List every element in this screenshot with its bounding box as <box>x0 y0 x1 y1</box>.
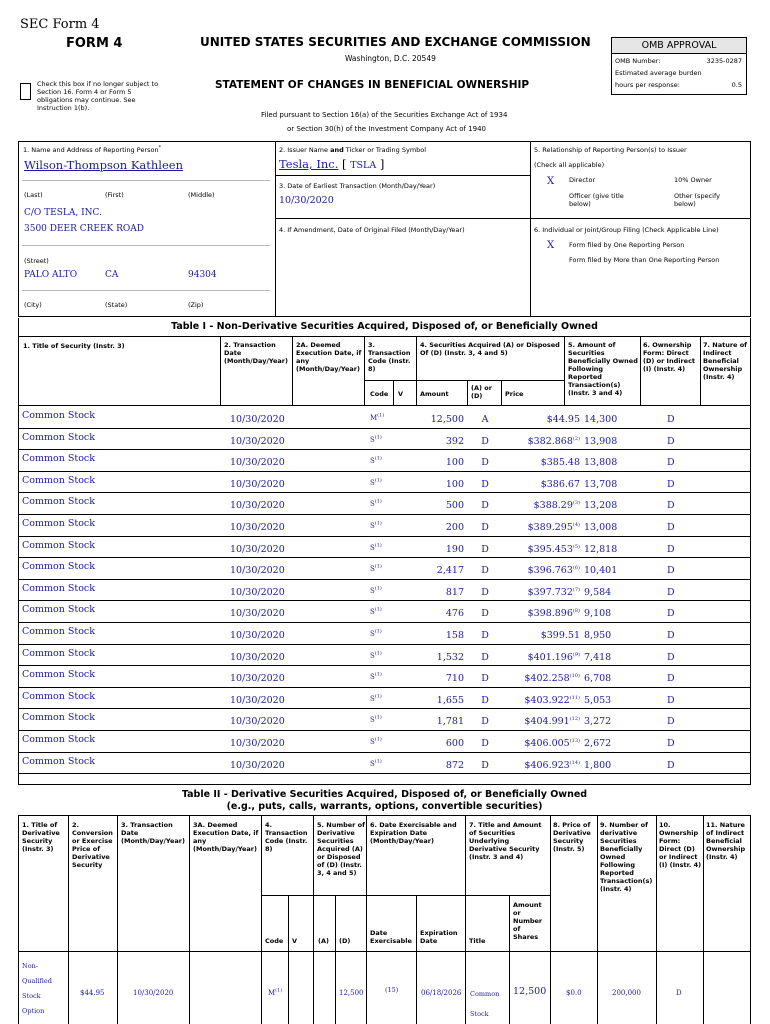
t1-cell-owned: 9,584 <box>584 586 612 598</box>
t1-cell-price: $395.453$^{(5)}$ <box>527 543 580 555</box>
commission-location: Washington, D.C. 20549 <box>345 54 436 63</box>
street-label: (Street) <box>24 257 49 265</box>
t1-cell-form: D <box>667 435 675 447</box>
t2-title-header: Title <box>469 937 486 945</box>
t1-cell-owned: 12,818 <box>584 543 618 555</box>
t1-cell-ad: D <box>481 694 489 706</box>
t1-cell-form: D <box>667 651 675 663</box>
statement-title: STATEMENT OF CHANGES IN BENEFICIAL OWNERSHIP <box>215 79 530 91</box>
box4-label: 4. If Amendment, Date of Original Filed (Month/Day/Year) <box>279 226 465 234</box>
t2-amount-shares-header: Amount or Number of Shares <box>513 901 543 941</box>
t1-cell-date: 10/30/2020 <box>230 414 285 425</box>
t1-cell-ad: D <box>481 759 489 771</box>
no-longer-subject-checkbox[interactable] <box>20 83 31 100</box>
t2-h10: 10. Ownership Form: Direct (D) or Indirect (I) (Instr. 4) <box>659 821 702 869</box>
t1-cell-ad: D <box>481 608 489 620</box>
t1-cell-title: Common Stock <box>22 539 95 551</box>
t2-price: $0.0 <box>566 989 582 997</box>
t1-cell-title: Common Stock <box>22 561 95 573</box>
officer-label: Officer (give title below) <box>569 192 624 208</box>
t1-h5: 5. Amount of Securities Beneficially Owned Following Reported Transaction(s) (Instr. 3 and 4) <box>568 341 638 397</box>
t1-cell-title: Common Stock <box>22 474 95 486</box>
t1-cell-date: 10/30/2020 <box>230 522 285 533</box>
t1-cell-code: $S^{(1)}$ <box>370 585 382 595</box>
t1-cell-form: D <box>667 630 675 641</box>
t1-cell-price: $406.005$^{(13)}$ <box>524 737 580 749</box>
t1-h1: 1. Title of Security (Instr. 3) <box>23 342 125 350</box>
t1-cell-ad: D <box>481 738 489 749</box>
t1-cell-form: D <box>667 738 675 749</box>
table1-row <box>18 493 751 515</box>
t1-cell-code: $S^{(1)}$ <box>370 650 382 660</box>
table2-title1: Table II - Derivative Securities Acquired, Disposed of, or Beneficially Owned <box>181 789 588 800</box>
t1-cell-form: D <box>667 543 675 555</box>
t1-cell-ad: D <box>481 565 489 577</box>
table1-row <box>18 601 751 623</box>
t1-cell-date: 10/30/2020 <box>230 630 285 641</box>
t1-cell-ad: D <box>481 586 489 598</box>
t1-cell-date: 10/30/2020 <box>230 457 285 469</box>
filed-pursuant-line1: Filed pursuant to Section 16(a) of the Securities Exchange Act of 1934 <box>261 111 508 119</box>
omb-hours-label: hours per response: <box>615 81 680 89</box>
t2-code: $M^{(1)}$ <box>268 987 283 997</box>
t2-h4: 4. Transaction Code (Instr. 8) <box>265 821 308 853</box>
t1-cell-code: $S^{(1)}$ <box>370 520 382 530</box>
table1-row <box>18 515 751 537</box>
t2-expiration-header: Expiration Date <box>420 929 458 945</box>
t1-cell-form: D <box>667 478 675 490</box>
t1-cell-title: Common Stock <box>22 626 95 637</box>
t1-cell-amount: 12,500 <box>430 414 464 425</box>
omb-hours-value: 0.5 <box>731 81 742 89</box>
table1-row <box>18 580 751 602</box>
t1-cell-form: D <box>667 586 675 598</box>
t1-cell-owned: 13,708 <box>584 478 618 490</box>
t1-cell-price: $403.922$^{(11)}$ <box>524 694 580 706</box>
t1-cell-ad: D <box>481 673 489 685</box>
t1-cell-title: Common Stock <box>22 647 95 659</box>
t2-v-header: V <box>292 937 298 945</box>
t1-cell-title: Common Stock <box>22 734 95 745</box>
t1-cell-price: $399.51 <box>540 630 580 641</box>
t1-cell-price: $402.258$^{(10)}$ <box>524 673 580 685</box>
t1-cell-code: $S^{(1)}$ <box>370 563 382 574</box>
t1-cell-owned: 13,808 <box>584 457 618 469</box>
middle-label: (Middle) <box>188 191 215 199</box>
table2-title2: (e.g., puts, calls, warrants, options, convertible securities) <box>226 801 543 812</box>
t1-cell-title: Common Stock <box>22 690 95 702</box>
t1-cell-title: Common Stock <box>22 604 95 616</box>
t2-disposed: 12,500 <box>339 989 364 997</box>
t2-h8: 8. Price of Derivative Security (Instr. 5) <box>553 821 591 853</box>
t1-cell-ad: D <box>481 435 489 447</box>
t1-cell-price: $397.732$^{(7)}$ <box>527 586 580 598</box>
t1-cell-owned: 1,800 <box>584 759 612 771</box>
table1-row <box>18 731 751 753</box>
t1-cell-date: 10/30/2020 <box>230 738 285 749</box>
t1-cell-title: Common Stock <box>22 453 95 465</box>
t1-cell-date: 10/30/2020 <box>230 543 285 555</box>
t1-cell-price: $388.29$^{(3)}$ <box>533 500 580 512</box>
t1-cell-ad: D <box>481 500 489 512</box>
issuer-name[interactable]: Tesla, Inc. <box>279 157 339 171</box>
t1-cell-ad: D <box>481 716 489 728</box>
t1-cell-price: $404.991$^{(12)}$ <box>524 716 580 728</box>
t2-code-header: Code <box>265 937 284 945</box>
t1-cell-form: D <box>667 673 675 685</box>
t2-date-exercisable-header: Date Exercisable <box>370 929 412 945</box>
t1-cell-code: $S^{(1)}$ <box>370 477 382 487</box>
director-mark[interactable]: X <box>547 176 555 187</box>
t2-a-header: (A) <box>318 937 329 945</box>
t1-cell-title: Common Stock <box>22 712 95 724</box>
t1-cell-owned: 2,672 <box>584 738 612 749</box>
t2-expiration: 06/18/2026 <box>421 989 462 997</box>
t1-cell-form: D <box>667 608 675 620</box>
table1-row <box>18 645 751 667</box>
t1-cell-price: $44.95 <box>546 414 580 425</box>
t2-h9: 9. Number of derivative Securities Beneficially Owned Following Reported Transaction(s) (Instr. 4) <box>600 821 653 893</box>
t1-cell-date: 10/30/2020 <box>230 608 285 620</box>
t1-cell-amount: 200 <box>445 522 464 533</box>
t1-cell-amount: 817 <box>445 586 464 598</box>
t1-cell-title: Common Stock <box>22 410 95 421</box>
t1-h4: 4. Securities Acquired (A) or Disposed Of (D) (Instr. 3, 4 and 5) <box>420 341 560 357</box>
t1-cell-amount: 100 <box>445 478 464 490</box>
t1-cell-ad: D <box>481 457 489 469</box>
t1-cell-owned: 10,401 <box>584 565 618 577</box>
t1-cell-code: $S^{(1)}$ <box>370 607 382 617</box>
t1-cell-date: 10/30/2020 <box>230 478 285 490</box>
earliest-transaction-date: 10/30/2020 <box>279 195 334 206</box>
t2-owned: 200,000 <box>612 989 641 997</box>
t1-cell-form: D <box>667 457 675 469</box>
omb-burden-label: Estimated average burden <box>615 69 702 77</box>
t2-exercisable-fn: (15) <box>385 986 399 994</box>
box5-label: 5. Relationship of Reporting Person(s) to Issuer <box>534 146 687 154</box>
t1-cell-ad: D <box>481 651 489 663</box>
t1-v-header: V <box>398 390 404 398</box>
t2-security: Non-Qualified Stock Option <box>22 962 52 1015</box>
t1-cell-form: D <box>667 716 675 728</box>
sec-form-label: SEC Form 4 <box>20 17 100 32</box>
t1-cell-price: $389.295$^{(4)}$ <box>527 521 580 533</box>
table1-row <box>18 429 751 451</box>
t2-d-header: (D) <box>339 937 351 945</box>
t1-cell-code: $S^{(1)}$ <box>370 499 382 509</box>
last-label: (Last) <box>24 191 43 199</box>
t1-cell-date: 10/30/2020 <box>230 673 285 685</box>
t1-cell-title: Common Stock <box>22 518 95 529</box>
t1-cell-amount: 600 <box>445 738 464 749</box>
t1-cell-form: D <box>667 759 675 771</box>
t2-h7: 7. Title and Amount of Securities Underlying Derivative Security (Instr. 3 and 4) <box>469 821 542 861</box>
t1-cell-date: 10/30/2020 <box>230 694 285 706</box>
reporting-person-name[interactable]: Wilson-Thompson Kathleen <box>24 158 184 172</box>
state-value: CA <box>105 270 119 280</box>
t1-cell-owned: 3,272 <box>584 716 612 728</box>
t1-cell-code: $S^{(1)}$ <box>370 628 382 638</box>
t1-cell-code: $M^{(1)}$ <box>370 412 385 422</box>
t1-cell-amount: 476 <box>445 608 464 620</box>
t1-cell-form: D <box>667 522 675 533</box>
t1-cell-price: $386.67 <box>540 478 580 490</box>
t1-amount-header: Amount <box>420 390 449 398</box>
zip-label: (Zip) <box>188 301 204 309</box>
t1-cell-amount: 158 <box>445 630 464 641</box>
t1-cell-code: $S^{(1)}$ <box>370 736 382 746</box>
t1-cell-amount: 2,417 <box>436 565 464 577</box>
t2-h2: 2. Conversion or Exercise Price of Derivative Security <box>72 821 113 869</box>
t1-cell-price: $382.868$^{(2)}$ <box>527 435 580 447</box>
commission-title: UNITED STATES SECURITIES AND EXCHANGE COMMISSION <box>200 35 591 49</box>
t1-cell-owned: 8,950 <box>584 630 612 641</box>
t1-cell-amount: 872 <box>445 759 464 771</box>
t1-cell-owned: 14,300 <box>584 414 618 425</box>
t2-title: Common Stock <box>470 990 500 1018</box>
t2-h11: 11. Nature of Indirect Beneficial Ownership (Instr. 4) <box>706 821 746 861</box>
table1-row <box>18 450 751 472</box>
zip-value: 94304 <box>188 270 217 280</box>
issuer-ticker: TSLA <box>350 160 377 171</box>
t1-cell-amount: 1,532 <box>436 651 464 663</box>
one-person-mark[interactable]: X <box>547 240 555 251</box>
table1-row <box>18 623 751 645</box>
address-line1: C/O TESLA, INC. <box>24 208 102 218</box>
t1-cell-amount: 190 <box>445 543 464 555</box>
t1-cell-owned: 5,053 <box>584 694 612 706</box>
box3-label: 3. Date of Earliest Transaction (Month/Day/Year) <box>279 182 436 190</box>
t1-cell-owned: 13,908 <box>584 435 618 447</box>
table1-row <box>18 753 751 775</box>
more-person-label: Form filed by More than One Reporting Person <box>569 256 720 264</box>
t1-cell-form: D <box>667 694 675 706</box>
t1-cell-owned: 13,008 <box>584 522 618 533</box>
box1-label: 1. Name and Address of Reporting Person* <box>23 144 162 154</box>
t1-cell-date: 10/30/2020 <box>230 651 285 663</box>
t2-h5: 5. Number of Derivative Securities Acquired (A) or Disposed of (D) (Instr. 3, 4 and 5) <box>317 821 365 877</box>
omb-approval-box <box>611 37 747 95</box>
t1-cell-date: 10/30/2020 <box>230 716 285 728</box>
t1-cell-form: D <box>667 565 675 577</box>
t1-cell-price: $398.896$^{(8)}$ <box>527 608 580 620</box>
t1-cell-code: $S^{(1)}$ <box>370 758 382 768</box>
table1-row <box>18 558 751 580</box>
t1-cell-title: Common Stock <box>22 582 95 594</box>
t1-vline <box>220 336 221 405</box>
check-all-label: (Check all applicable) <box>534 161 605 169</box>
t1-h3: 3. Transaction Code (Instr. 8) <box>368 341 411 373</box>
t1-cell-date: 10/30/2020 <box>230 565 285 577</box>
t1-cell-ad: A <box>481 414 489 425</box>
t1-cell-title: Common Stock <box>22 755 95 767</box>
t1-cell-amount: 1,781 <box>436 716 464 728</box>
t1-cell-code: $S^{(1)}$ <box>370 671 382 682</box>
t1-cell-title: Common Stock <box>22 431 95 443</box>
checkbox-note: Check this box if no longer subject to Section 16. Form 4 or Form 5 obligations may continue. See Instruction 1(b). <box>37 80 159 112</box>
table1-row <box>18 688 751 710</box>
state-label: (State) <box>105 301 128 309</box>
t1-cell-price: $396.763$^{(6)}$ <box>527 565 580 577</box>
t1-cell-price: $385.48 <box>540 457 580 469</box>
one-person-label: Form filed by One Reporting Person <box>569 241 685 249</box>
t1-cell-code: $S^{(1)}$ <box>370 434 382 444</box>
city-value: PALO ALTO <box>24 270 78 280</box>
t1-cell-code: $S^{(1)}$ <box>370 542 382 552</box>
t2-h3: 3. Transaction Date (Month/Day/Year) <box>121 821 185 845</box>
t1-cell-ad: D <box>481 522 489 533</box>
t1-cell-ad: D <box>481 630 489 641</box>
omb-number-label: OMB Number: <box>615 57 661 65</box>
t1-cell-date: 10/30/2020 <box>230 500 285 512</box>
table1-row <box>18 709 751 731</box>
t1-cell-form: D <box>667 414 675 425</box>
t1-cell-price: $406.923$^{(14)}$ <box>524 759 580 771</box>
table1-row <box>18 472 751 494</box>
t1-cell-owned: 9,108 <box>584 608 612 620</box>
t1-cell-title: Common Stock <box>22 669 95 681</box>
table1-title: Table I - Non-Derivative Securities Acquired, Disposed of, or Beneficially Owned <box>171 321 598 332</box>
t1-h2a: 2A. Deemed Execution Date, if any (Month/Day/Year) <box>296 341 362 373</box>
box6-label: 6. Individual or Joint/Group Filing (Check Applicable Line) <box>534 226 719 234</box>
ten-percent-owner-label: 10% Owner <box>674 176 712 184</box>
director-label: Director <box>569 176 596 184</box>
issuer-name-line: Tesla, Inc. [ TSLA ] <box>279 157 385 171</box>
t1-cell-amount: 100 <box>445 457 464 469</box>
omb-approval-title: OMB APPROVAL <box>612 38 746 54</box>
t1-cell-amount: 392 <box>445 435 464 447</box>
t2-h6: 6. Date Exercisable and Expiration Date (Month/Day/Year) <box>370 821 457 845</box>
t1-price-header: Price <box>505 390 524 398</box>
table1-row <box>18 407 751 429</box>
t1-h7: 7. Nature of Indirect Beneficial Ownership (Instr. 4) <box>703 341 747 381</box>
t1-cell-amount: 1,655 <box>436 694 464 706</box>
t1-cell-form: D <box>667 500 675 512</box>
first-label: (First) <box>105 191 124 199</box>
t1-cell-amount: 500 <box>445 500 464 512</box>
city-label: (City) <box>24 301 42 309</box>
t2-h1: 1. Title of Derivative Security (Instr. 3) <box>22 821 60 853</box>
t2-h3a: 3A. Deemed Execution Date, if any (Month/Day/Year) <box>193 821 259 853</box>
t1-h6: 6. Ownership Form: Direct (D) or Indirect (I) (Instr. 4) <box>643 341 696 373</box>
t1-code-header: Code <box>370 390 389 398</box>
t1-cell-owned: 6,708 <box>584 673 612 685</box>
t1-cell-owned: 7,418 <box>584 651 612 663</box>
box2-label: 2. Issuer Name and Ticker or Trading Symbol <box>279 146 427 154</box>
table1-row <box>18 537 751 559</box>
t1-aord-header: (A) or (D) <box>471 384 492 400</box>
t1-cell-title: Common Stock <box>22 496 95 508</box>
t2-date: 10/30/2020 <box>133 989 174 997</box>
t1-cell-date: 10/30/2020 <box>230 759 285 771</box>
t1-h2: 2. Transaction Date (Month/Day/Year) <box>224 341 288 365</box>
t2-amount: 12,500 <box>513 986 547 997</box>
other-label: Other (specify below) <box>674 192 720 208</box>
t2-form: D <box>676 989 682 997</box>
t1-cell-ad: D <box>481 543 489 555</box>
t1-cell-price: $401.196$^{(9)}$ <box>527 651 580 663</box>
t1-cell-code: $S^{(1)}$ <box>370 693 382 703</box>
t1-cell-code: $S^{(1)}$ <box>370 715 382 725</box>
filed-pursuant-line2: or Section 30(h) of the Investment Company Act of 1940 <box>287 125 487 133</box>
t1-cell-ad: D <box>481 478 489 490</box>
form-title: FORM 4 <box>66 36 123 51</box>
omb-number-value: 3235-0287 <box>706 57 742 65</box>
address-line2: 3500 DEER CREEK ROAD <box>24 224 145 234</box>
t1-cell-code: $S^{(1)}$ <box>370 455 382 466</box>
t2-conv-price: $44.95 <box>80 989 105 997</box>
t1-cell-date: 10/30/2020 <box>230 435 285 447</box>
t1-cell-date: 10/30/2020 <box>230 586 285 598</box>
t1-cell-owned: 13,208 <box>584 500 618 512</box>
table1-row <box>18 666 751 688</box>
t1-cell-amount: 710 <box>445 673 464 685</box>
